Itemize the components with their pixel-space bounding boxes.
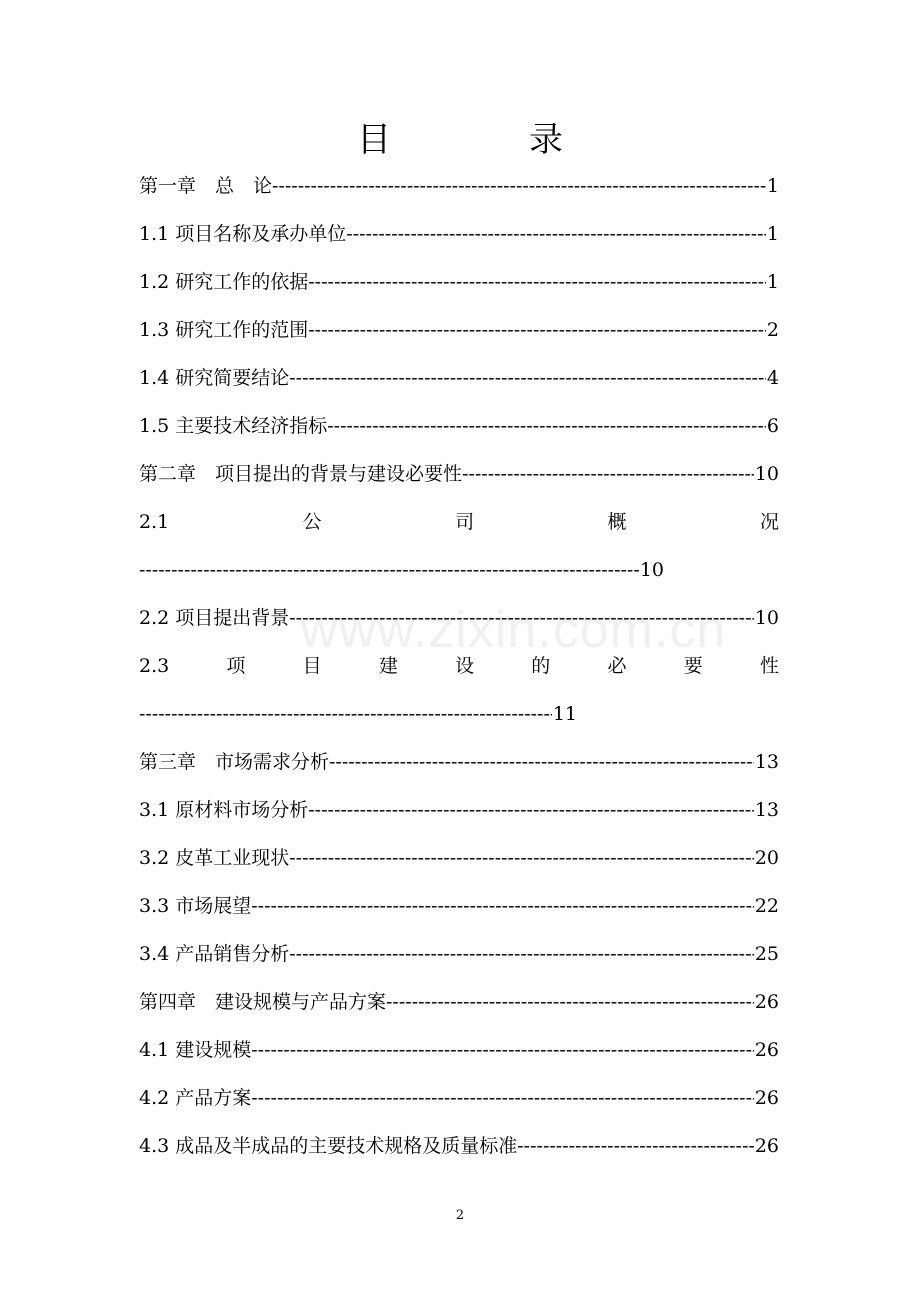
watermark: www.zixin.com.cn bbox=[300, 601, 727, 659]
toc-entry-label: 3.3 市场展望 bbox=[139, 895, 252, 917]
toc-entry[interactable] bbox=[139, 258, 779, 306]
toc-entry-word: 概 bbox=[607, 511, 627, 533]
leader-dots bbox=[272, 162, 766, 210]
leader-dots bbox=[251, 1026, 754, 1074]
toc-entry-label: 4.2 产品方案 bbox=[139, 1087, 252, 1109]
toc-entry-page: 22 bbox=[754, 895, 779, 917]
toc-entry[interactable] bbox=[139, 1026, 779, 1074]
toc-entry-word: 目 bbox=[302, 655, 322, 677]
toc-entry-spread[interactable] bbox=[139, 498, 779, 546]
toc-entry[interactable] bbox=[139, 162, 779, 210]
toc-entry-word: 设 bbox=[455, 655, 475, 677]
toc-entry[interactable] bbox=[139, 1074, 779, 1122]
leader-dots bbox=[462, 450, 754, 498]
toc-entry-word: 公 bbox=[302, 511, 322, 533]
toc-entry-page: 6 bbox=[766, 415, 779, 437]
toc-entry-page: 26 bbox=[754, 1039, 779, 1061]
toc-entry[interactable] bbox=[139, 402, 779, 450]
leader-dots bbox=[517, 1122, 754, 1170]
toc-entry-page: 10 bbox=[754, 463, 779, 485]
leader-dots bbox=[329, 738, 754, 786]
toc-entry[interactable] bbox=[139, 450, 779, 498]
toc-entry-label: 3.4 产品销售分析 bbox=[139, 943, 290, 965]
toc-entry-page: 10 bbox=[639, 559, 664, 581]
toc-entry-page: 25 bbox=[754, 943, 779, 965]
toc-entry[interactable] bbox=[139, 930, 779, 978]
toc-entry[interactable] bbox=[139, 834, 779, 882]
toc-entry-page: 1 bbox=[766, 175, 779, 197]
toc-entry-page: 13 bbox=[754, 799, 779, 821]
leader-dots bbox=[289, 834, 754, 882]
toc-entry-word: 建 bbox=[378, 655, 398, 677]
toc-entry[interactable] bbox=[139, 354, 779, 402]
toc-entry-word: 性 bbox=[759, 655, 779, 677]
toc-entry-label: 1.3 研究工作的范围 bbox=[139, 319, 309, 341]
toc-entry-page: 26 bbox=[754, 1135, 779, 1157]
toc-entry-page: 1 bbox=[766, 223, 779, 245]
toc-entry[interactable] bbox=[139, 210, 779, 258]
leader-dots bbox=[139, 546, 639, 594]
toc-entry-page: 26 bbox=[754, 991, 779, 1013]
toc-entry-label: 4.1 建设规模 bbox=[139, 1039, 252, 1061]
toc-entry-page: 4 bbox=[766, 367, 779, 389]
toc-entry-label: 第一章 总 论 bbox=[139, 175, 273, 197]
toc-entry-continuation[interactable] bbox=[139, 690, 577, 738]
toc-entry-word: 2.1 bbox=[139, 511, 170, 533]
toc-title: 目 录 bbox=[357, 120, 615, 160]
leader-dots bbox=[386, 978, 754, 1026]
leader-dots bbox=[327, 402, 766, 450]
toc-entry[interactable] bbox=[139, 738, 779, 786]
toc-entry-label: 1.2 研究工作的依据 bbox=[139, 271, 309, 293]
toc-entry-page: 2 bbox=[766, 319, 779, 341]
leader-dots bbox=[346, 210, 766, 258]
table-of-contents bbox=[139, 162, 779, 1170]
toc-entry-label: 3.1 原材料市场分析 bbox=[139, 799, 309, 821]
toc-entry-label: 1.5 主要技术经济指标 bbox=[139, 415, 328, 437]
toc-entry[interactable] bbox=[139, 978, 779, 1026]
toc-entry-word: 要 bbox=[683, 655, 703, 677]
toc-entry-label: 第二章 项目提出的背景与建设必要性 bbox=[139, 463, 463, 485]
toc-entry-page: 10 bbox=[754, 607, 779, 629]
toc-entry[interactable] bbox=[139, 306, 779, 354]
leader-dots bbox=[289, 930, 754, 978]
leader-dots bbox=[289, 354, 766, 402]
toc-entry-label: 4.3 成品及半成品的主要技术规格及质量标准 bbox=[139, 1135, 518, 1157]
toc-entry-label: 3.2 皮革工业现状 bbox=[139, 847, 290, 869]
toc-entry-word: 必 bbox=[607, 655, 627, 677]
toc-entry-page: 1 bbox=[766, 271, 779, 293]
toc-entry-label: 1.1 项目名称及承办单位 bbox=[139, 223, 347, 245]
toc-entry-word: 的 bbox=[531, 655, 551, 677]
toc-entry-page: 20 bbox=[754, 847, 779, 869]
leader-dots bbox=[139, 690, 552, 738]
toc-entry[interactable] bbox=[139, 786, 779, 834]
toc-entry-label: 第三章 市场需求分析 bbox=[139, 751, 330, 773]
toc-entry-word: 况 bbox=[759, 511, 779, 533]
toc-entry-label: 2.2 项目提出背景 bbox=[139, 607, 290, 629]
toc-entry-label: 第四章 建设规模与产品方案 bbox=[139, 991, 387, 1013]
toc-entry-word: 项 bbox=[226, 655, 246, 677]
toc-entry-word: 司 bbox=[455, 511, 475, 533]
leader-dots bbox=[308, 306, 766, 354]
toc-entry-continuation[interactable] bbox=[139, 546, 664, 594]
leader-dots bbox=[308, 786, 754, 834]
toc-entry-page: 26 bbox=[754, 1087, 779, 1109]
toc-entry-label: 1.4 研究简要结论 bbox=[139, 367, 290, 389]
leader-dots bbox=[251, 882, 754, 930]
toc-entry-word: 2.3 bbox=[139, 655, 170, 677]
toc-entry-page: 11 bbox=[552, 703, 577, 725]
toc-entry[interactable] bbox=[139, 882, 779, 930]
toc-entry[interactable] bbox=[139, 1122, 779, 1170]
leader-dots bbox=[308, 258, 766, 306]
page-number: 2 bbox=[455, 1208, 465, 1223]
leader-dots bbox=[251, 1074, 754, 1122]
toc-entry-page: 13 bbox=[754, 751, 779, 773]
